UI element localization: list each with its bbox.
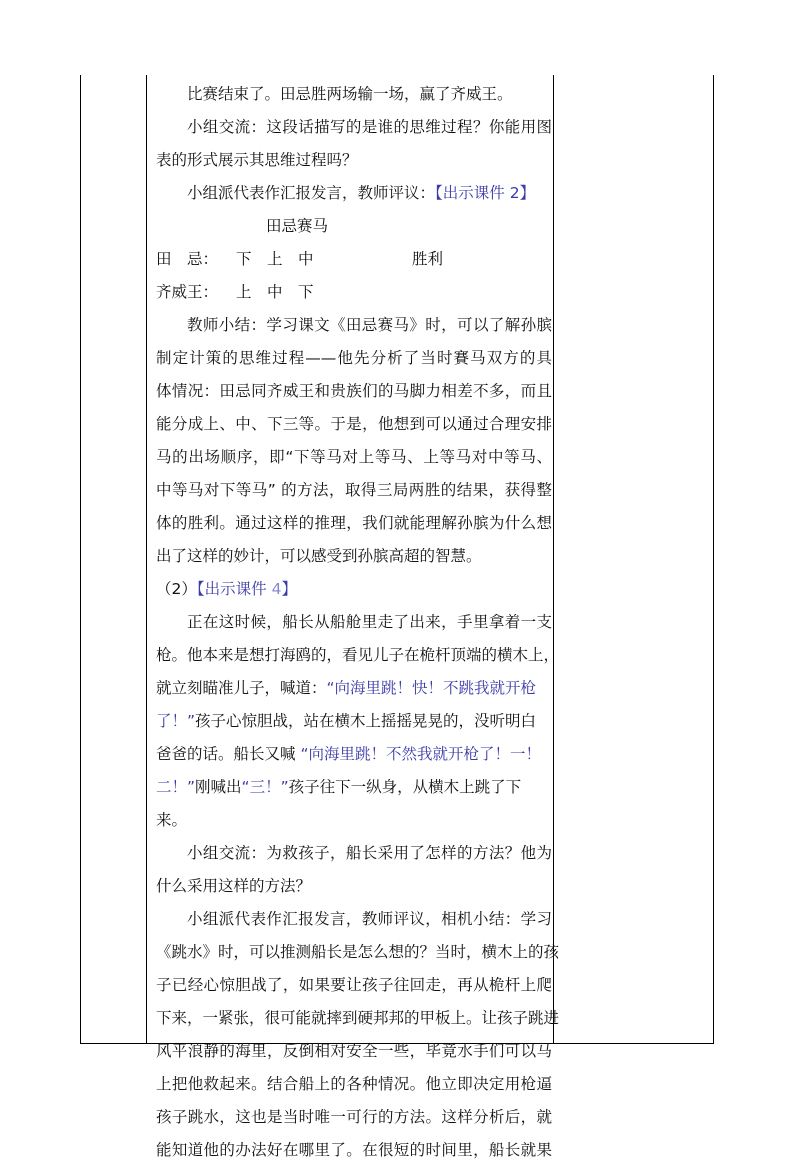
section-number: （2） (156, 580, 197, 598)
quote-span: “三！” (241, 778, 289, 796)
courseware-number: 4 (271, 580, 282, 598)
text-line: 子已经心惊胆战了，如果要让孩子往回走，再从桅杆上爬 (156, 976, 552, 994)
courseware-number: 2】 (509, 184, 536, 202)
table-divider-2 (553, 75, 554, 1044)
text-span: 爸爸的话。船长又喊 (156, 745, 301, 763)
text-line: 能知道他的办法好在哪里了。在很短的时间里，船长就果 (156, 1141, 552, 1159)
text-line: 马的出场顺序，即“下等马对上等马、上等马对中等马、 (156, 448, 552, 466)
diagram-row-tianji (156, 243, 552, 276)
text-line: 体情况：田忌同齐威王和贵族们的马脚力相差不多，而且 (156, 382, 552, 400)
text-span: 孩子往下一纵身，从横木上跳了下 (288, 778, 522, 796)
text-line: 正在这时候，船长从船舱里走了出来，手里拿着一支 (187, 613, 552, 631)
quote-span: “向海里跳！不然我就开枪了！一！ (300, 745, 541, 763)
table-border-left (80, 75, 81, 1044)
text-span: 就立刻瞄准儿子，喊道： (156, 679, 327, 697)
text-line: 表的形式展示其思维过程吗？ (156, 151, 358, 169)
quote-span: 二！” (156, 778, 196, 796)
text-span: 孩子心惊胆战，站在横木上摇摇晃晃的，没听明白 (195, 712, 537, 730)
text-span: 刚喊出 (195, 778, 242, 796)
text-span: 小组派代表作汇报发言，教师评议： (187, 184, 436, 202)
text-line: 比赛结束了。田忌胜两场输一场，赢了齐威王。 (187, 85, 513, 103)
text-line: 孩子跳水，这也是当时唯一可行的方法。这样分析后，就 (156, 1108, 552, 1126)
text-line: 体的胜利。通过这样的推理，我们就能理解孙膑为什么想 (156, 514, 552, 532)
text-line: 教师小结：学习课文《田忌赛马》时，可以了解孙膑 (187, 316, 552, 334)
text-line: 中等马对下等马” 的方法，取得三局两胜的结果，获得整 (156, 481, 552, 499)
text-line: 制定计策的思维过程——他先分析了当时賽马双方的具 (156, 349, 552, 367)
text-line: 来。 (156, 811, 188, 829)
text-line (156, 177, 552, 210)
diagram-title: 田忌赛马 (266, 217, 329, 235)
horse-order: 上 中 下 (236, 283, 314, 301)
text-line: 枪。他本来是想打海鸥的，看见儿子在桅杆顶端的横木上， (156, 646, 560, 664)
text-line: 《跳水》时，可以推测船长是怎么想的？当时，横木上的孩 (156, 943, 560, 961)
horse-order: 下 上 中 (236, 250, 314, 268)
text-line: 小组交流：这段话描写的是谁的思维过程？你能用图 (187, 118, 552, 136)
text-line: 什么采用这样的方法？ (156, 877, 312, 895)
text-line: 小组派代表作汇报发言，教师评议，相机小结：学习 (187, 910, 552, 928)
row-label: 齐威王： (156, 283, 219, 301)
row-label: 田 忌： (156, 250, 219, 268)
text-line (156, 705, 552, 738)
diagram-row-qiweiwang (156, 276, 552, 309)
text-line: 下来，一紧张，很可能就摔到硬邦邦的甲板上。让孩子跳进 (156, 1009, 560, 1027)
courseware-label: 【出示课件 (435, 184, 510, 202)
text-line: 上把他救起来。结合船上的各种情况。他立即决定用枪逼 (156, 1075, 552, 1093)
quote-span: “向海里跳！快！不跳我就开枪 (326, 679, 537, 697)
result-label: 胜利 (412, 250, 444, 268)
courseware-bracket: 】 (281, 580, 297, 598)
text-line (156, 738, 552, 771)
courseware-label: 【出示课件 (196, 580, 272, 598)
table-divider-1 (146, 75, 147, 1044)
table-border-right (713, 75, 714, 1044)
text-line: 出了这样的妙计，可以感受到孙膑高超的智慧。 (156, 547, 482, 565)
section-heading (156, 573, 552, 606)
text-line (156, 672, 552, 705)
text-line (156, 771, 552, 804)
text-line: 能分成上、中、下三等。于是，他想到可以通过合理安排 (156, 415, 552, 433)
text-line: 小组交流：为救孩子，船长采用了怎样的方法？他为 (187, 844, 552, 862)
text-line: 风平浪静的海里，反倒相对安全一些，毕竟水手们可以马 (156, 1042, 552, 1060)
quote-span: 了！” (156, 712, 196, 730)
